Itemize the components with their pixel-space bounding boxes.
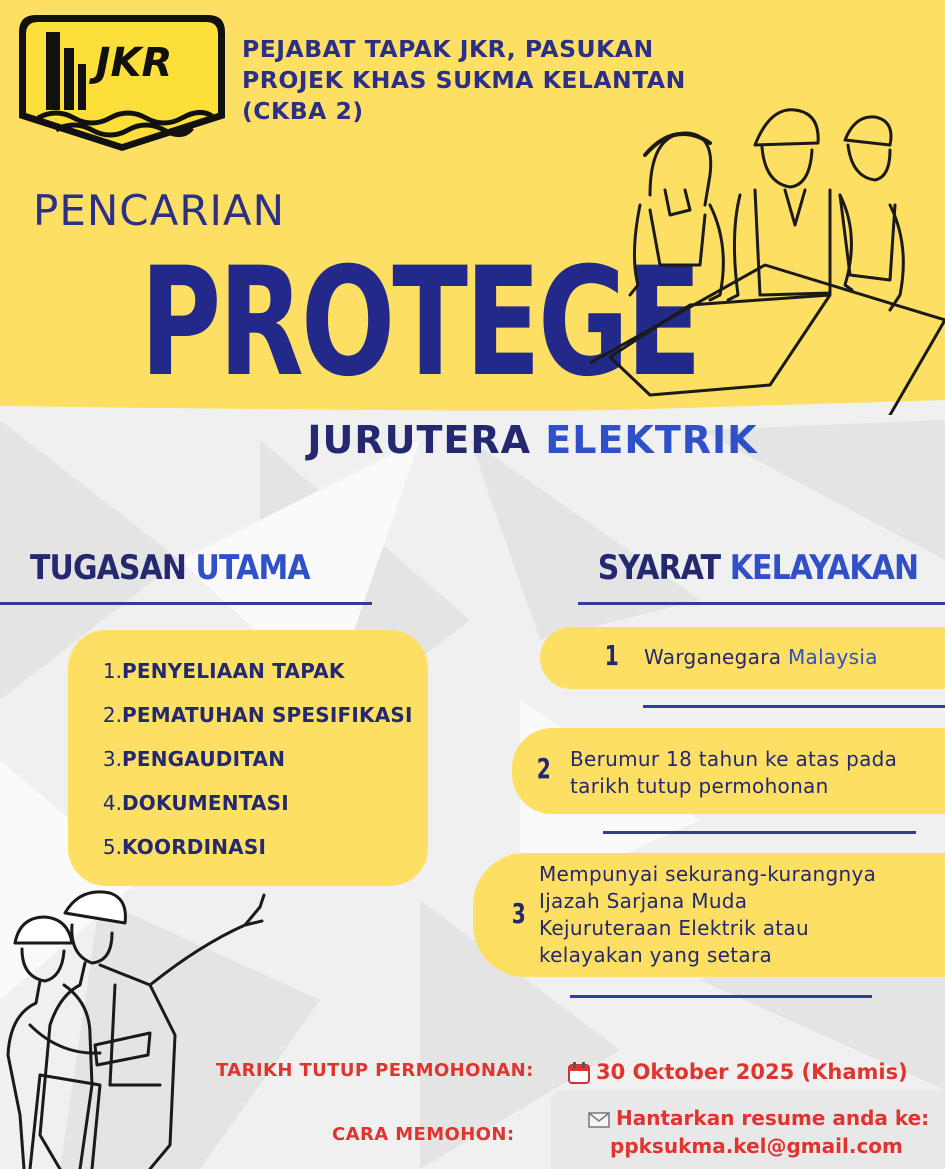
item-label: PEMATUHAN SPESIFIKASI bbox=[122, 703, 413, 727]
hero-kicker: PENCARIAN bbox=[33, 186, 286, 235]
job-title-light: ELEKTRIK bbox=[545, 418, 758, 462]
engineers-pointing-illustration bbox=[0, 885, 280, 1169]
office-line: (CKBA 2) bbox=[242, 97, 364, 125]
item-number: 5. bbox=[102, 835, 122, 859]
divider bbox=[578, 602, 945, 605]
item-number: 2. bbox=[102, 703, 122, 727]
svg-text:JKR: JKR bbox=[95, 40, 173, 86]
item-label: DOKUMENTASI bbox=[122, 791, 289, 815]
list-item bbox=[68, 828, 428, 872]
divider bbox=[570, 995, 872, 998]
list-item bbox=[68, 740, 428, 784]
requirement-line: tarikh tutup permohonan bbox=[570, 774, 829, 798]
requirement-card bbox=[540, 627, 945, 689]
apply-method-label: CARA MEMOHON: bbox=[332, 1124, 515, 1145]
item-number: 4. bbox=[102, 791, 122, 815]
calendar-icon bbox=[568, 1062, 590, 1084]
requirement-line: Mempunyai sekurang-kurangnya bbox=[539, 862, 877, 886]
requirement-line: Kejuruteraan Elektrik atau bbox=[539, 916, 809, 940]
requirement-line: Berumur 18 tahun ke atas pada bbox=[570, 747, 898, 771]
requirements-heading bbox=[598, 548, 918, 588]
requirement-number: 1 bbox=[604, 639, 619, 672]
closing-date-label: TARIKH TUTUP PERMOHONAN: bbox=[216, 1060, 534, 1081]
office-line: PROJEK KHAS SUKMA KELANTAN bbox=[242, 66, 686, 94]
requirement-text bbox=[570, 746, 897, 800]
requirements-heading-dark: SYARAT bbox=[597, 548, 730, 588]
apply-box bbox=[550, 1090, 945, 1169]
item-label: KOORDINASI bbox=[122, 835, 267, 859]
duties-card bbox=[68, 630, 428, 886]
requirement-card bbox=[473, 853, 945, 977]
requirements-heading-light: KELAYAKAN bbox=[729, 548, 918, 588]
item-label: PENGAUDITAN bbox=[122, 747, 286, 771]
list-item bbox=[68, 652, 428, 696]
office-line: PEJABAT TAPAK JKR, PASUKAN bbox=[242, 35, 654, 63]
hero-title: PROTEGE bbox=[140, 236, 699, 410]
list-item bbox=[68, 784, 428, 828]
requirement-text bbox=[539, 861, 876, 969]
duties-heading-dark: TUGASAN bbox=[30, 548, 196, 588]
closing-date-value: 30 Oktober 2025 (Khamis) bbox=[596, 1060, 908, 1084]
duties-list bbox=[68, 652, 428, 872]
job-title-dark: JURUTERA bbox=[307, 418, 546, 462]
requirement-card bbox=[512, 728, 945, 814]
requirement-line: kelayakan yang setara bbox=[539, 943, 773, 967]
duties-heading bbox=[30, 548, 310, 588]
apply-instruction: Hantarkan resume anda ke: bbox=[616, 1106, 930, 1130]
envelope-icon bbox=[588, 1112, 610, 1128]
item-label: PENYELIAAN TAPAK bbox=[122, 659, 345, 683]
item-number: 1. bbox=[102, 659, 122, 683]
requirement-line: Ijazah Sarjana Muda bbox=[539, 889, 748, 913]
requirement-number: 3 bbox=[511, 897, 526, 930]
requirement-text bbox=[644, 644, 878, 671]
requirement-number: 2 bbox=[536, 752, 551, 785]
requirement-text-light: Malaysia bbox=[787, 645, 878, 669]
apply-email[interactable]: ppksukma.kel@gmail.com bbox=[610, 1134, 903, 1158]
jkr-logo bbox=[16, 12, 228, 154]
divider bbox=[603, 831, 916, 834]
divider bbox=[643, 705, 945, 708]
duties-heading-light: UTAMA bbox=[195, 548, 310, 588]
job-title bbox=[0, 418, 945, 462]
item-number: 3. bbox=[102, 747, 122, 771]
divider bbox=[0, 602, 372, 605]
requirement-text-dark: Warganegara bbox=[644, 645, 788, 669]
list-item bbox=[68, 696, 428, 740]
engineers-illustration bbox=[590, 95, 945, 415]
